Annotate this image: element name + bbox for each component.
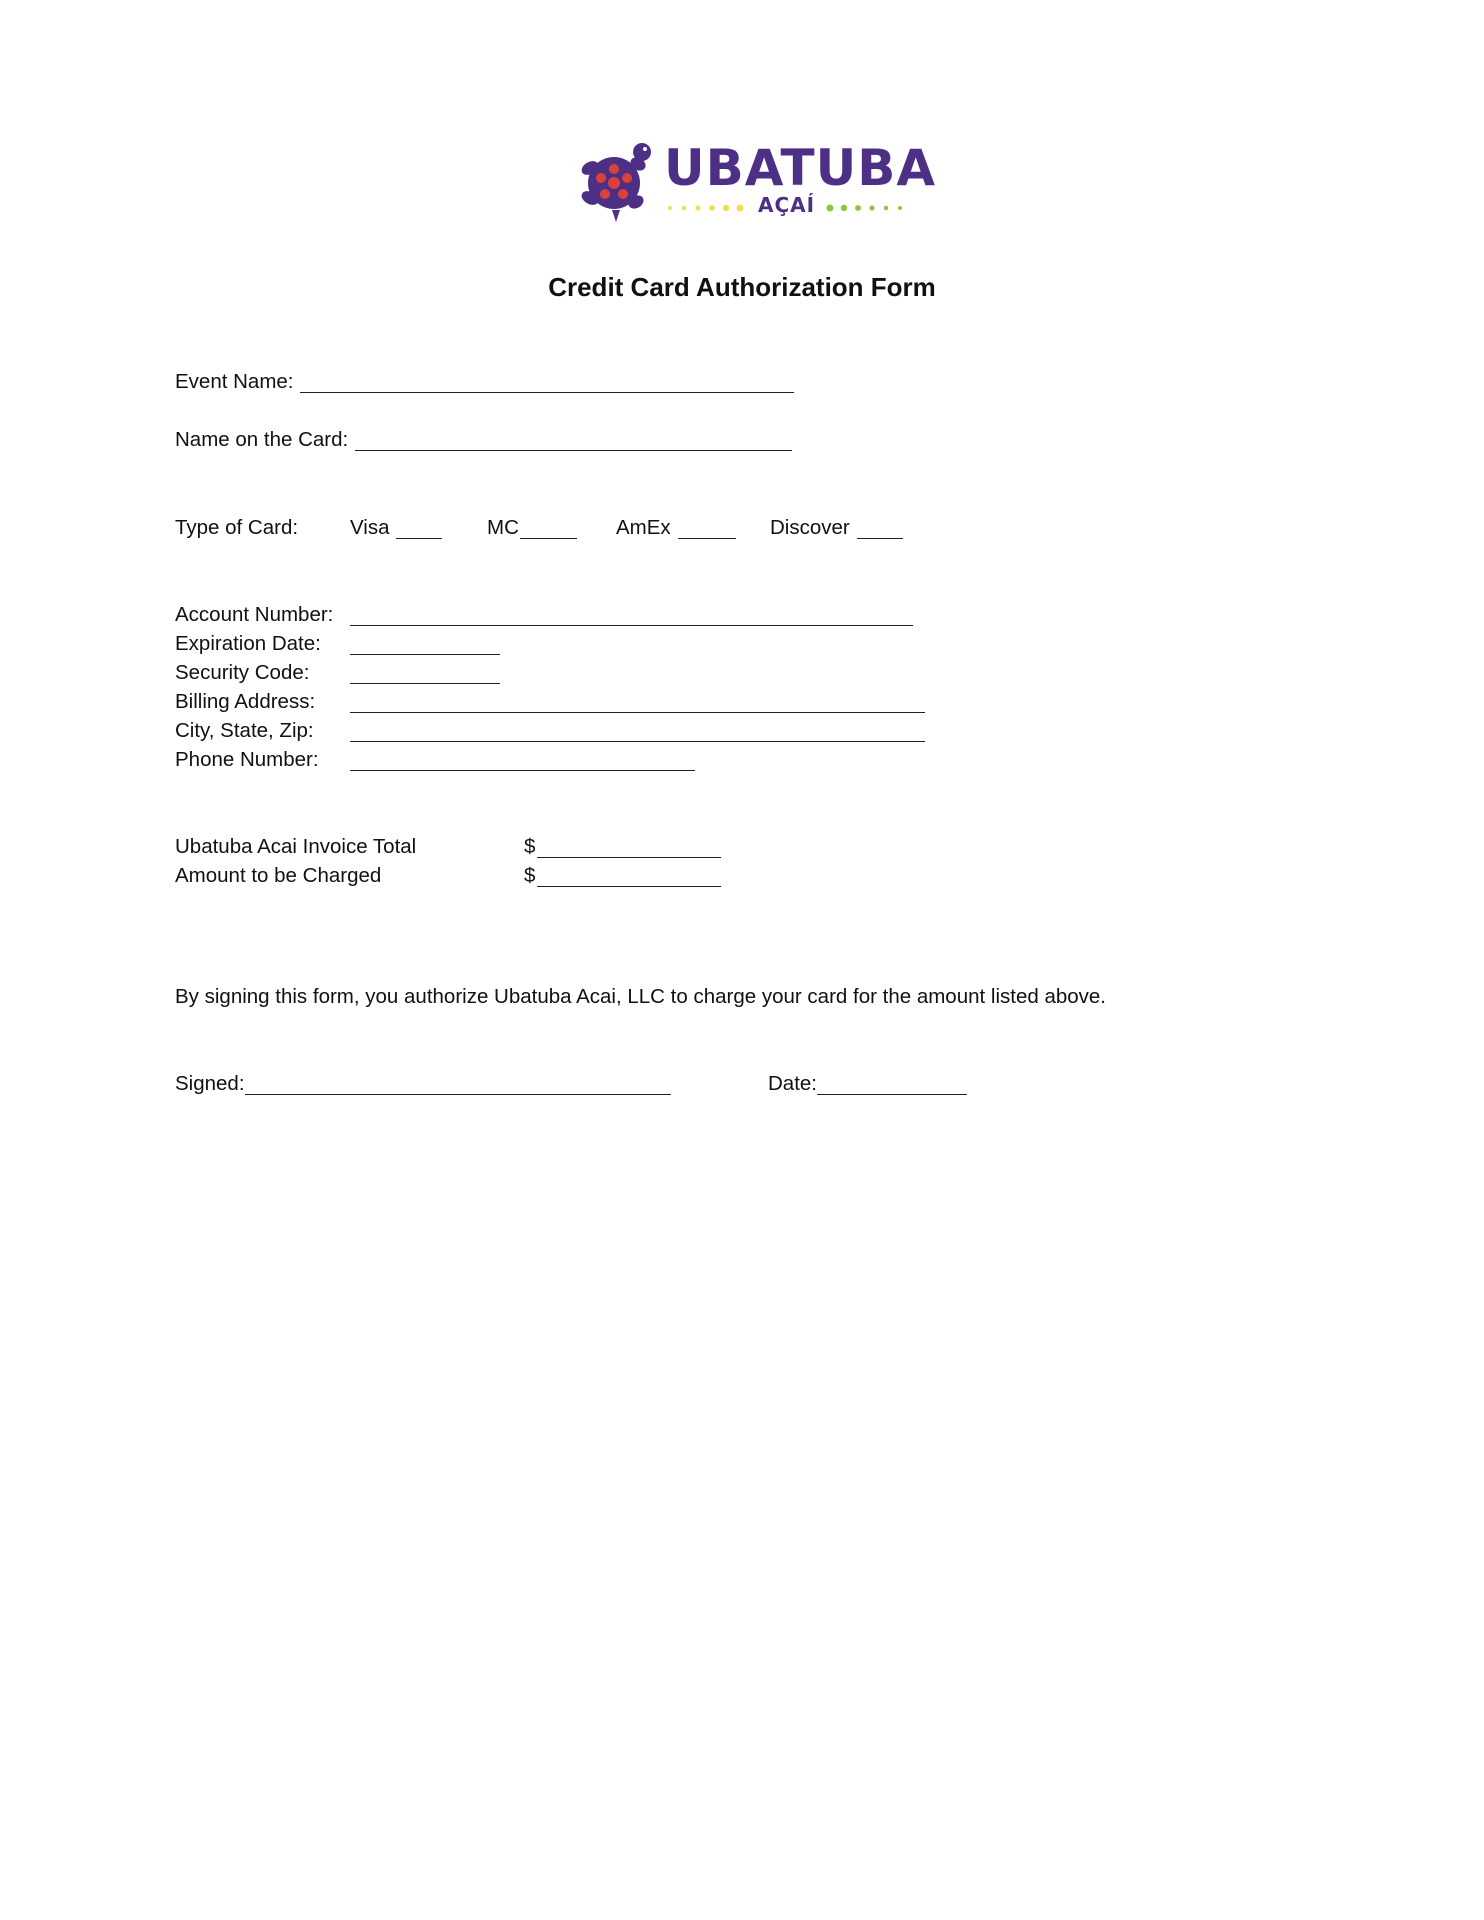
invoice-total-label: Ubatuba Acai Invoice Total — [175, 835, 417, 858]
billing-address-label: Billing Address: — [175, 690, 316, 713]
phone-number-label: Phone Number: — [175, 748, 319, 771]
signed-label: Signed: — [175, 1072, 245, 1095]
city-state-zip-field[interactable] — [350, 741, 925, 742]
logo-dots-green — [824, 202, 914, 214]
expiration-date-field[interactable] — [350, 654, 500, 655]
event-name-field[interactable] — [300, 392, 794, 393]
card-type-discover-label: Discover — [770, 516, 850, 539]
name-on-card-field[interactable] — [355, 450, 792, 451]
card-type-mc-field[interactable] — [520, 538, 577, 539]
card-type-visa-label: Visa — [350, 516, 390, 539]
expiration-date-label: Expiration Date: — [175, 632, 321, 655]
turtle-logo-icon — [576, 138, 654, 222]
logo-sub-text: AÇAÍ — [758, 193, 816, 217]
authorization-statement: By signing this form, you authorize Ubatuba Acai, LLC to charge your card for the amount listed above. — [175, 985, 1106, 1008]
amount-charged-label: Amount to be Charged — [175, 864, 382, 887]
city-state-zip-label: City, State, Zip: — [175, 719, 314, 742]
form-title: Credit Card Authorization Form — [548, 272, 936, 302]
logo-brand-text: UBATUBA — [664, 139, 937, 197]
phone-number-field[interactable] — [350, 770, 695, 771]
billing-address-field[interactable] — [350, 712, 925, 713]
event-name-label: Event Name: — [175, 370, 294, 393]
card-type-mc-label: MC — [487, 516, 519, 539]
account-number-label: Account Number: — [175, 603, 334, 626]
name-on-card-label: Name on the Card: — [175, 428, 349, 451]
signature-field[interactable] — [245, 1094, 671, 1095]
type-of-card-label: Type of Card: — [175, 516, 299, 539]
card-type-amex-label: AmEx — [616, 516, 671, 539]
card-type-discover-field[interactable] — [857, 538, 903, 539]
amount-charged-field[interactable] — [537, 886, 721, 887]
amount-charged-currency: $ — [524, 864, 536, 887]
invoice-total-currency: $ — [524, 835, 536, 858]
brand-logo — [576, 138, 937, 222]
security-code-label: Security Code: — [175, 661, 310, 684]
card-type-amex-field[interactable] — [678, 538, 736, 539]
card-type-visa-field[interactable] — [396, 538, 442, 539]
logo-dots-yellow — [666, 202, 756, 214]
account-number-field[interactable] — [350, 625, 913, 626]
date-field[interactable] — [817, 1094, 967, 1095]
invoice-total-field[interactable] — [537, 857, 721, 858]
security-code-field[interactable] — [350, 683, 500, 684]
date-label: Date: — [768, 1072, 817, 1095]
